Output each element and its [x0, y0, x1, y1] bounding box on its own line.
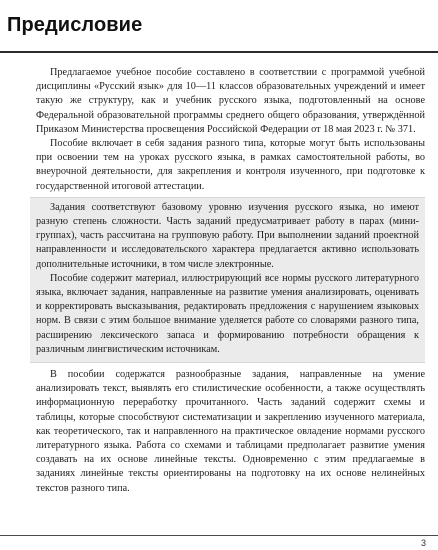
page-number: 3 — [420, 538, 426, 548]
paragraph: Пособие содержит материал, иллюстрирующий все нормы русского литературного языка, включает задания, направленные на развитие умения анализировать, оценивать и корректировать высказывания, редактировать предложения с нарушением языковых норм. В связи с этим большое внимание уделяется работе со словарями разного типа, расширению лексического запаса и формированию потребности обращения к различным лингвистическим источникам. — [36, 272, 419, 355]
body-text — [36, 66, 425, 496]
highlighted-panel — [30, 197, 425, 363]
footer-divider — [0, 535, 438, 536]
paragraph: Предлагаемое учебное пособие составлено в соответствии с программой учебной дисциплины «Русский язык» для 10—11 классов образовательных учреждений и имеет такую же структуру, как и учебник русского языка, подготовленный на основе Федеральной образовательной программы среднего общего образования, утверждённой Приказом Министерства просвещения Российской Федерации от 18 мая 2023 г. № 371. — [36, 67, 425, 135]
paragraph: Задания соответствуют базовому уровню изучения русского языка, но имеют разную степень сложности. Часть заданий предусматривает работу в парах (мини-группах), часть рассчитана на групповую работу. При выполнении заданий проектной направленности и исследовательского характера предлагается активно использовать дополнительные источники, в том числе электронные. — [36, 201, 419, 270]
title-divider — [0, 51, 438, 53]
paragraph: В пособии содержатся разнообразные задания, направленные на умение анализировать текст, выявлять его стилистические особенности, а также осуществлять информационную переработку прочитанного. Часть заданий содержит схемы и таблицы, которые способствуют систематизации и закреплению изученного материала, как теоретического, так и направленного на практическое овладение нормами русского литературного языка. Работа со схемами и таблицами предполагает развитие умения создавать на их основе линейные тексты. Одновременно с этим предлагаемые в заданиях линейные тексты ориентированы на подготовку на их основе нелинейных текстов разного типа. — [36, 369, 425, 494]
page-title: Предисловие — [7, 14, 143, 36]
paragraph: Пособие включает в себя задания разного типа, которые могут быть использованы при освоении тем на уроках русского языка, в рамках самостоятельной работы, во внеурочной деятельности, для закрепления и контроля изученного, при подготовке к государственной итоговой аттестации. — [36, 138, 425, 192]
